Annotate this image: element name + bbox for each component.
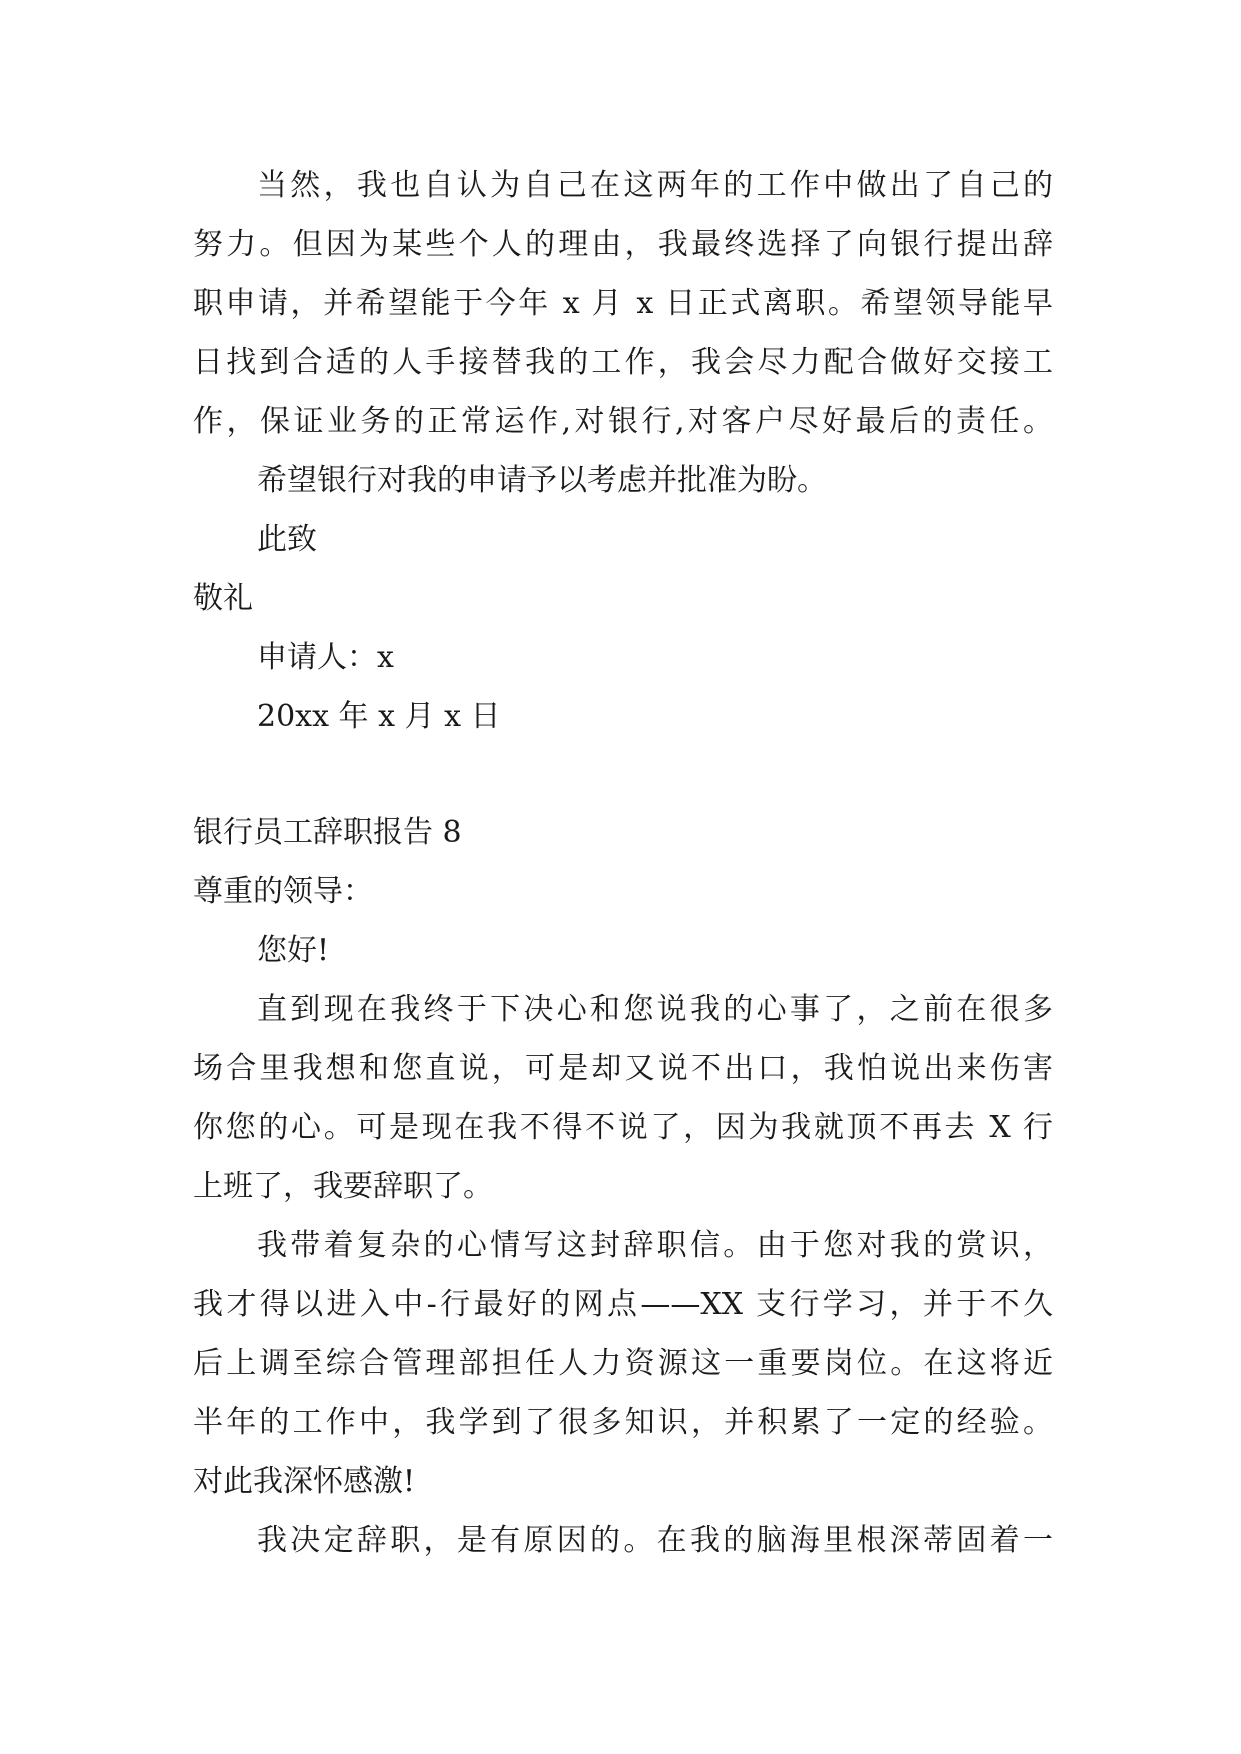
- paragraph-line: 你您的心。可是现在我不得不说了，因为我就顶不再去 X 行: [193, 1110, 1053, 1145]
- paragraph-line: 我决定辞职，是有原因的。在我的脑海里根深蒂固着一: [257, 1523, 1053, 1558]
- paragraph-line: 上班了，我要辞职了。: [193, 1169, 493, 1204]
- salutation-line: 敬礼: [193, 581, 253, 616]
- greeting-line: 尊重的领导：: [193, 874, 373, 909]
- paragraph-line: 作，保证业务的正常运作,对银行,对客户尽好最后的责任。: [193, 404, 1053, 439]
- paragraph-line: 职申请，并希望能于今年 x 月 x 日正式离职。希望领导能早: [193, 286, 1053, 321]
- paragraph-line: 场合里我想和您直说，可是却又说不出口，我怕说出来伤害: [193, 1051, 1053, 1086]
- signature-line: 申请人：x: [257, 640, 394, 675]
- paragraph-line: 希望银行对我的申请予以考虑并批准为盼。: [257, 463, 827, 498]
- greeting-line: 您好!: [257, 933, 330, 968]
- closing-line: 此致: [257, 522, 317, 557]
- paragraph-line: 努力。但因为某些个人的理由，我最终选择了向银行提出辞: [193, 227, 1053, 262]
- paragraph-line: 半年的工作中，我学到了很多知识，并积累了一定的经验。: [193, 1405, 1053, 1440]
- paragraph-line: 日找到合适的人手接替我的工作，我会尽力配合做好交接工: [193, 345, 1053, 380]
- paragraph-line: 当然，我也自认为自己在这两年的工作中做出了自己的: [257, 168, 1053, 203]
- paragraph-line: 直到现在我终于下决心和您说我的心事了，之前在很多: [257, 992, 1053, 1027]
- section-heading: 银行员工辞职报告 8: [193, 815, 462, 850]
- paragraph-line: 我才得以进入中-行最好的网点——XX 支行学习，并于不久: [193, 1287, 1053, 1322]
- date-line: 20xx 年 x 月 x 日: [257, 699, 501, 734]
- paragraph-line: 我带着复杂的心情写这封辞职信。由于您对我的赏识，: [257, 1228, 1053, 1263]
- paragraph-line: 对此我深怀感激!: [193, 1464, 416, 1499]
- paragraph-line: 后上调至综合管理部担任人力资源这一重要岗位。在这将近: [193, 1346, 1053, 1381]
